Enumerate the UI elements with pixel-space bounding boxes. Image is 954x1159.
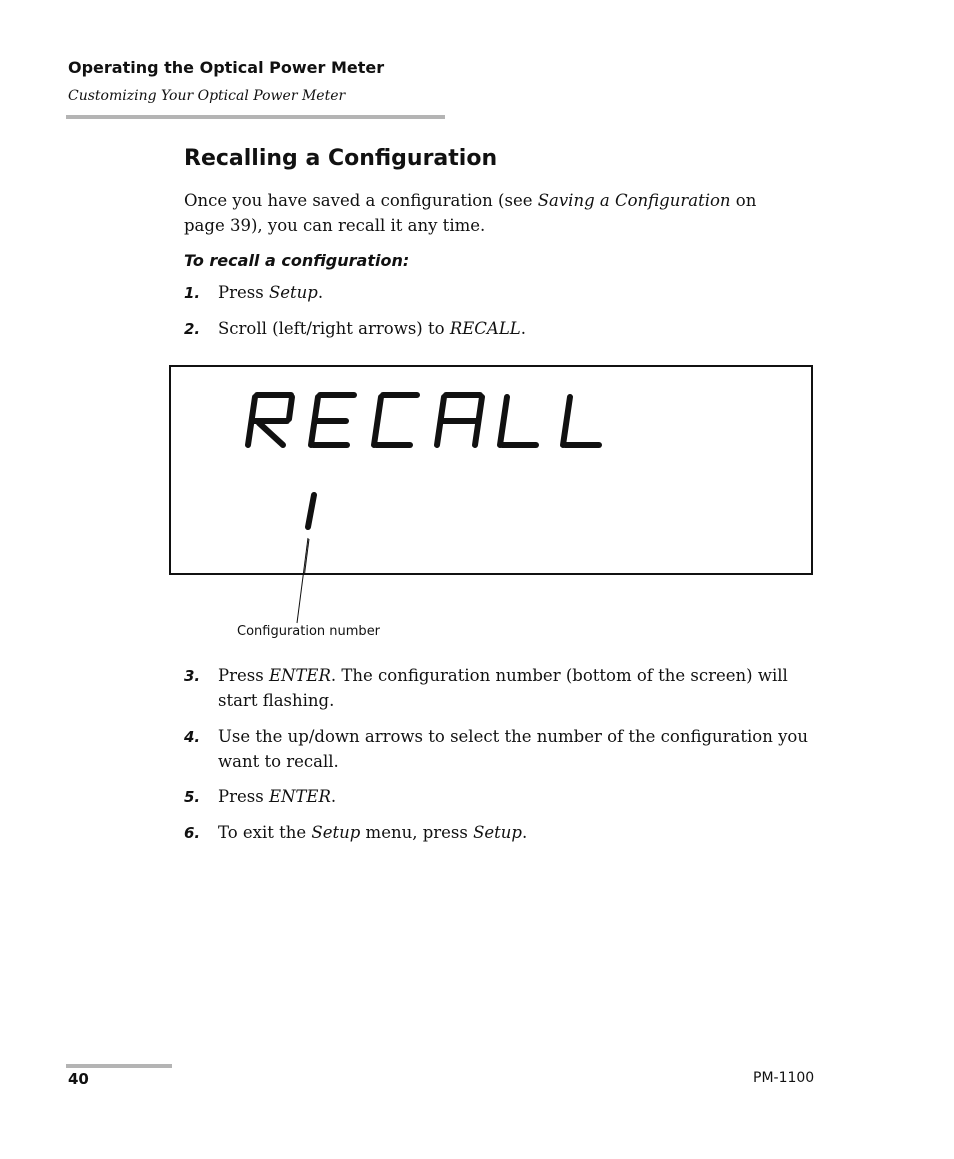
intro-text-1: Once you have saved a configuration (see (184, 191, 538, 210)
step-text: Press (218, 283, 269, 302)
lcd-char-c (374, 395, 417, 445)
step-text: . The configuration number (bottom of the screen) will start flashing. (218, 666, 788, 710)
intro-text-2: on (730, 191, 757, 210)
step-text: To exit the (218, 823, 312, 842)
lcd-display (169, 365, 813, 575)
step-emphasis: Setup (473, 823, 522, 842)
step-number: 5. (184, 788, 201, 806)
intro-text-3: page 39), you can recall it any time. (184, 216, 486, 235)
lcd-char-r (248, 395, 292, 445)
step-emphasis: Setup (268, 283, 318, 302)
lcd-char-l (500, 397, 536, 445)
lcd-char-l (563, 397, 599, 445)
callout-line (298, 539, 309, 573)
header-rule (66, 115, 445, 119)
step-number: 1. (184, 284, 201, 302)
step-text: Scroll (left/right arrows) to (218, 319, 450, 338)
model-name: PM-1100 (753, 1070, 815, 1086)
step-emphasis: ENTER (268, 666, 331, 685)
step-emphasis: Setup (311, 823, 361, 842)
step-text: Press (218, 787, 269, 806)
page-number: 40 (68, 1070, 89, 1088)
section-subtitle: Customizing Your Optical Power Meter (68, 88, 346, 104)
footer-rule (66, 1064, 172, 1068)
step-emphasis: ENTER (268, 787, 331, 806)
step-number: 3. (184, 667, 201, 685)
step-number: 4. (184, 728, 201, 746)
step-text: menu, press (360, 823, 474, 842)
chapter-title: Operating the Optical Power Meter (68, 58, 385, 77)
lcd-char-1 (308, 495, 314, 527)
step-text: . (520, 319, 526, 338)
step-text: Use the up/down arrows to select the number of the configuration you want to recall. (218, 727, 808, 771)
intro-reference-link[interactable]: Saving a Configuration (537, 191, 731, 210)
lcd-char-e (311, 395, 354, 445)
step-number: 6. (184, 824, 201, 842)
callout-label: Configuration number (237, 624, 381, 639)
step-emphasis: RECALL (449, 319, 521, 338)
procedure-title: To recall a configuration: (184, 251, 410, 270)
section-title: Recalling a Configuration (184, 146, 498, 171)
step-text: . (317, 283, 324, 302)
lcd-segment-drawing (171, 367, 811, 573)
step-text: . (330, 787, 337, 806)
step-number: 2. (184, 320, 201, 338)
step-text: Press (218, 666, 269, 685)
step-text: . (521, 823, 528, 842)
lcd-char-a (437, 395, 482, 445)
intro-paragraph (184, 188, 756, 238)
